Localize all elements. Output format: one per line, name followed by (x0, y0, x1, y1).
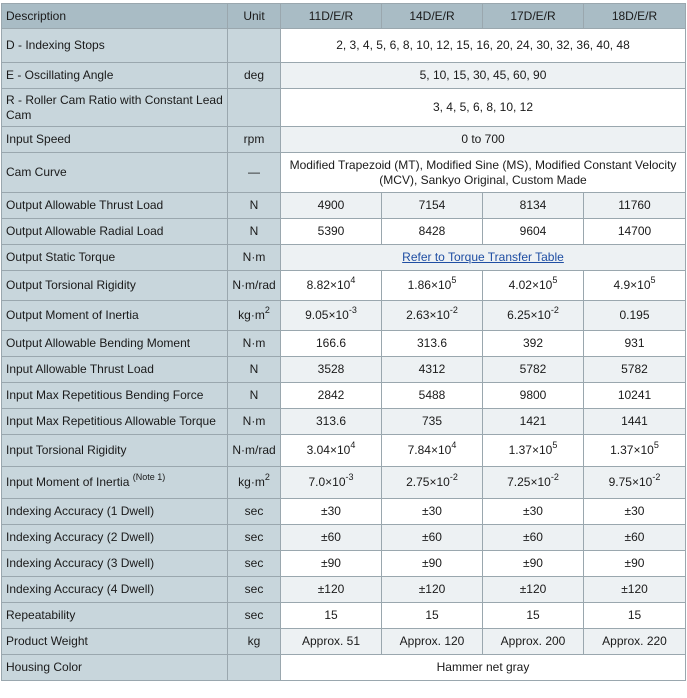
description-text: Input Max Repetitious Allowable Torque (6, 414, 216, 428)
table-row (2, 499, 686, 525)
value-cell: ±60 (483, 525, 584, 551)
table-row (2, 127, 686, 153)
header-model-14: 14D/E/R (382, 4, 483, 29)
row-description (2, 577, 228, 603)
description-text: Product Weight (6, 634, 88, 648)
row-unit: sec (228, 603, 281, 629)
description-text: Indexing Accuracy (1 Dwell) (6, 504, 155, 518)
mantissa: 0.195 (619, 308, 650, 322)
value-cell (382, 435, 483, 467)
row-unit: N·m/rad (228, 271, 281, 301)
value-cell: Approx. 51 (281, 629, 382, 655)
table-row (2, 629, 686, 655)
row-unit: kg (228, 629, 281, 655)
value-cell: 4900 (281, 193, 382, 219)
value-cell: 392 (483, 331, 584, 357)
table-row (2, 153, 686, 193)
row-description (2, 357, 228, 383)
mantissa: 8.82×10 (306, 278, 351, 292)
value-cell: 15 (584, 603, 686, 629)
description-text: E - Oscillating Angle (6, 68, 114, 82)
note-reference: (Note 1) (132, 472, 166, 482)
header-model-17: 17D/E/R (483, 4, 584, 29)
row-unit: deg (228, 63, 281, 89)
description-text: Cam Curve (6, 165, 67, 179)
row-unit (228, 467, 281, 499)
description-text: Housing Color (6, 660, 83, 674)
row-unit: N·m (228, 245, 281, 271)
table-row (2, 383, 686, 409)
mantissa: 1.37×10 (508, 443, 553, 457)
value-cell: 11760 (584, 193, 686, 219)
value-cell: ±120 (281, 577, 382, 603)
exponent: 5 (552, 275, 558, 285)
exponent: 5 (653, 440, 659, 450)
exponent: -2 (550, 472, 559, 482)
description-text: Output Allowable Bending Moment (6, 336, 191, 350)
row-description (2, 29, 228, 63)
value-cell (281, 271, 382, 301)
row-unit: sec (228, 577, 281, 603)
table-row (2, 89, 686, 127)
exponent: 5 (552, 440, 558, 450)
table-row (2, 357, 686, 383)
value-cell: 166.6 (281, 331, 382, 357)
spanned-value: Modified Trapezoid (MT), Modified Sine (MS), Modified Constant Velocity (MCV), Sankyo Original, Custom Made (281, 153, 686, 193)
header-row (2, 4, 686, 29)
value-cell (382, 271, 483, 301)
table-row (2, 655, 686, 681)
value-cell: 14700 (584, 219, 686, 245)
value-cell: ±90 (281, 551, 382, 577)
table-row (2, 245, 686, 271)
row-unit: N·m/rad (228, 435, 281, 467)
value-cell (483, 467, 584, 499)
spec-table (1, 3, 686, 681)
row-description (2, 301, 228, 331)
exponent: -3 (345, 472, 354, 482)
value-cell: ±90 (584, 551, 686, 577)
mantissa: 9.05×10 (305, 308, 349, 322)
value-cell: ±120 (483, 577, 584, 603)
row-description (2, 551, 228, 577)
value-cell: 3528 (281, 357, 382, 383)
value-cell: 313.6 (281, 409, 382, 435)
value-cell: 8428 (382, 219, 483, 245)
header-description: Description (2, 4, 228, 29)
mantissa: 1.37×10 (610, 443, 654, 457)
value-cell: ±90 (483, 551, 584, 577)
row-unit: N·m (228, 409, 281, 435)
value-cell: ±30 (483, 499, 584, 525)
row-unit: sec (228, 499, 281, 525)
description-text: Input Speed (6, 132, 71, 146)
value-cell (483, 301, 584, 331)
header-model-18: 18D/E/R (584, 4, 686, 29)
value-cell: ±30 (382, 499, 483, 525)
spanned-value: 2, 3, 4, 5, 6, 8, 10, 12, 15, 16, 20, 24, 30, 32, 36, 40, 48 (281, 29, 686, 63)
value-cell: Approx. 120 (382, 629, 483, 655)
description-text: Output Moment of Inertia (6, 308, 139, 322)
mantissa: 4.9×10 (613, 278, 651, 292)
value-cell (584, 435, 686, 467)
description-text: Output Static Torque (6, 250, 116, 264)
value-cell: 1441 (584, 409, 686, 435)
spanned-value (281, 245, 686, 271)
mantissa: 9.75×10 (608, 475, 653, 489)
row-unit: N (228, 383, 281, 409)
row-description (2, 331, 228, 357)
value-cell: 15 (281, 603, 382, 629)
value-cell: 4312 (382, 357, 483, 383)
table-row (2, 467, 686, 499)
spanned-value: 0 to 700 (281, 127, 686, 153)
value-cell (382, 301, 483, 331)
row-description (2, 89, 228, 127)
exponent: 5 (451, 275, 457, 285)
unit-exponent: 2 (264, 472, 270, 482)
unit-text: kg·m (238, 308, 265, 322)
mantissa: 3.04×10 (306, 443, 351, 457)
row-unit (228, 655, 281, 681)
value-cell (483, 271, 584, 301)
value-cell: 7154 (382, 193, 483, 219)
header-model-11: 11D/E/R (281, 4, 382, 29)
mantissa: 2.75×10 (406, 475, 450, 489)
row-description (2, 219, 228, 245)
value-cell: 9800 (483, 383, 584, 409)
row-description (2, 603, 228, 629)
value-cell: ±90 (382, 551, 483, 577)
value-cell: 931 (584, 331, 686, 357)
value-cell: 10241 (584, 383, 686, 409)
table-row (2, 29, 686, 63)
row-unit: N (228, 219, 281, 245)
row-description (2, 63, 228, 89)
row-unit: N (228, 357, 281, 383)
value-cell: ±30 (281, 499, 382, 525)
value-cell: Approx. 200 (483, 629, 584, 655)
description-text: Indexing Accuracy (3 Dwell) (6, 556, 155, 570)
table-row (2, 301, 686, 331)
table-row (2, 63, 686, 89)
description-text: Input Moment of Inertia (6, 475, 130, 489)
value-cell (584, 467, 686, 499)
value-cell: ±120 (584, 577, 686, 603)
value-cell: 8134 (483, 193, 584, 219)
spanned-value: 5, 10, 15, 30, 45, 60, 90 (281, 63, 686, 89)
table-row (2, 331, 686, 357)
description-text: Output Allowable Thrust Load (6, 198, 164, 212)
description-text: Input Max Repetitious Bending Force (6, 388, 204, 402)
table-row (2, 577, 686, 603)
table-row (2, 219, 686, 245)
mantissa: 4.02×10 (508, 278, 553, 292)
row-description (2, 409, 228, 435)
value-cell (584, 301, 686, 331)
value-cell: 735 (382, 409, 483, 435)
row-description (2, 499, 228, 525)
table-row (2, 193, 686, 219)
row-unit: rpm (228, 127, 281, 153)
table-row (2, 551, 686, 577)
mantissa: 7.25×10 (507, 475, 551, 489)
value-cell: Approx. 220 (584, 629, 686, 655)
value-cell (281, 301, 382, 331)
row-unit: N·m (228, 331, 281, 357)
value-cell: ±60 (281, 525, 382, 551)
row-description (2, 193, 228, 219)
row-description (2, 525, 228, 551)
value-cell: ±60 (382, 525, 483, 551)
value-cell (584, 271, 686, 301)
row-description (2, 127, 228, 153)
row-description (2, 435, 228, 467)
exponent: -3 (348, 305, 357, 315)
value-cell: 5488 (382, 383, 483, 409)
row-unit: sec (228, 525, 281, 551)
row-description (2, 629, 228, 655)
value-cell (281, 467, 382, 499)
table-row (2, 409, 686, 435)
mantissa: 7.0×10 (308, 475, 346, 489)
row-description (2, 383, 228, 409)
mantissa: 2.63×10 (406, 308, 450, 322)
value-cell: 5782 (483, 357, 584, 383)
unit-exponent: 2 (264, 305, 270, 315)
mantissa: 6.25×10 (507, 308, 551, 322)
value-cell: 1421 (483, 409, 584, 435)
exponent: -2 (449, 305, 458, 315)
value-cell: 5782 (584, 357, 686, 383)
row-unit (228, 301, 281, 331)
exponent: 4 (350, 440, 356, 450)
row-description (2, 153, 228, 193)
value-cell: ±30 (584, 499, 686, 525)
description-text: R - Roller Cam Ratio with Constant Lead Cam (6, 92, 223, 122)
description-text: Output Torsional Rigidity (6, 278, 136, 292)
description-text: Output Allowable Radial Load (6, 224, 164, 238)
exponent: 5 (650, 275, 656, 285)
spanned-value: 3, 4, 5, 6, 8, 10, 12 (281, 89, 686, 127)
row-unit (228, 89, 281, 127)
value-cell: 15 (483, 603, 584, 629)
value-cell: 2842 (281, 383, 382, 409)
torque-table-link[interactable]: Refer to Torque Transfer Table (402, 250, 564, 264)
table-row (2, 603, 686, 629)
description-text: Indexing Accuracy (2 Dwell) (6, 530, 155, 544)
row-unit: sec (228, 551, 281, 577)
exponent: 4 (451, 440, 457, 450)
description-text: Indexing Accuracy (4 Dwell) (6, 582, 155, 596)
value-cell: 9604 (483, 219, 584, 245)
spanned-value: Hammer net gray (281, 655, 686, 681)
description-text: Repeatability (6, 608, 76, 622)
value-cell: ±120 (382, 577, 483, 603)
mantissa: 1.86×10 (407, 278, 452, 292)
value-cell (281, 435, 382, 467)
row-description (2, 271, 228, 301)
description-text: Input Torsional Rigidity (6, 443, 127, 457)
value-cell: 15 (382, 603, 483, 629)
unit-text: kg·m (238, 475, 265, 489)
value-cell: 5390 (281, 219, 382, 245)
value-cell (483, 435, 584, 467)
value-cell: 313.6 (382, 331, 483, 357)
description-text: D - Indexing Stops (6, 38, 105, 52)
spec-table-body (2, 29, 686, 681)
exponent: -2 (652, 472, 661, 482)
value-cell (382, 467, 483, 499)
exponent: -2 (449, 472, 458, 482)
table-row (2, 435, 686, 467)
value-cell: ±60 (584, 525, 686, 551)
row-unit: — (228, 153, 281, 193)
row-unit: N (228, 193, 281, 219)
row-description (2, 245, 228, 271)
description-text: Input Allowable Thrust Load (6, 362, 154, 376)
row-unit (228, 29, 281, 63)
mantissa: 7.84×10 (407, 443, 452, 457)
header-unit: Unit (228, 4, 281, 29)
table-row (2, 525, 686, 551)
table-row (2, 271, 686, 301)
exponent: -2 (550, 305, 559, 315)
exponent: 4 (350, 275, 356, 285)
row-description (2, 655, 228, 681)
row-description (2, 467, 228, 499)
